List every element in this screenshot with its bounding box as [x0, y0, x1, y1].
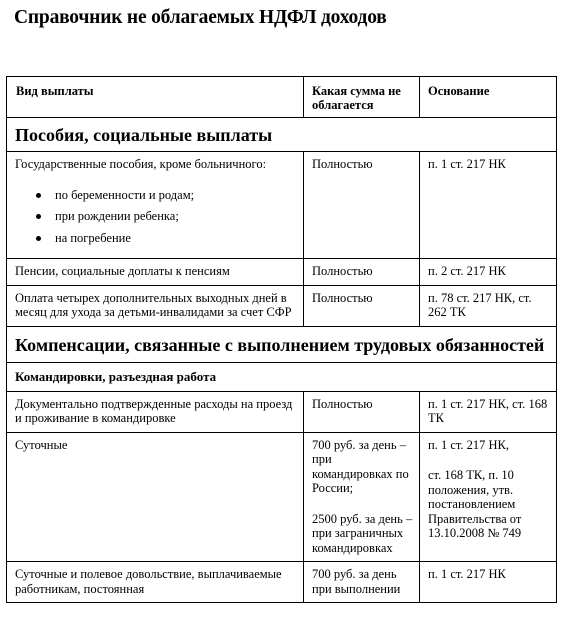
- cell-payment-type: Оплата четырех дополнительных выходных дней в месяц для ухода за детьми-инвалидами за счет СФР: [7, 285, 304, 326]
- header-exempt-amount: Какая сумма не облагается: [304, 77, 420, 118]
- cell-payment-type: Суточные и полевое довольствие, выплачиваемые работникам, постоянная: [7, 562, 304, 603]
- cell-amount: Полностью: [304, 391, 420, 432]
- table-row: [7, 152, 557, 259]
- header-basis: Основание: [420, 77, 557, 118]
- cell-basis: п. 1 ст. 217 НК: [420, 152, 557, 259]
- cell-amount: 700 руб. за день при выполнении: [304, 562, 420, 603]
- table-row: [7, 285, 557, 326]
- income-table: [6, 76, 557, 603]
- cell-basis: п. 78 ст. 217 НК, ст. 262 ТК: [420, 285, 557, 326]
- table-row: [7, 432, 557, 562]
- table-row: [7, 562, 557, 603]
- cell-payment-type: Документально подтвержденные расходы на проезд и проживание в командировке: [7, 391, 304, 432]
- cell-payment-type: Пенсии, социальные доплаты к пенсиям: [7, 259, 304, 286]
- basis-part-2: ст. 168 ТК, п. 10 положения, утв. постановлением Правительства от 13.10.2008 № 749: [428, 468, 522, 540]
- amount-domestic: 700 руб. за день – при командировках по России;: [312, 437, 409, 495]
- header-payment-type: Вид выплаты: [7, 77, 304, 118]
- cell-payment-type: [7, 152, 304, 259]
- subsection-title-business-trips: Командировки, разъездная работа: [7, 362, 557, 391]
- list-item: при рождении ребенка;: [55, 209, 297, 224]
- bullet-list: [15, 188, 297, 246]
- section-title-compensations: Компенсации, связанные с выполнением трудовых обязанностей: [7, 326, 557, 362]
- amount-foreign: 2500 руб. за день – при заграничных командировках: [312, 511, 413, 555]
- list-item: по беременности и родам;: [55, 188, 297, 203]
- payment-type-text: Государственные пособия, кроме больничного:: [15, 157, 267, 171]
- table-row: [7, 259, 557, 286]
- cell-basis: п. 1 ст. 217 НК: [420, 562, 557, 603]
- cell-basis: п. 1 ст. 217 НК, ст. 168 ТК: [420, 391, 557, 432]
- cell-payment-type: Суточные: [7, 432, 304, 562]
- subsection-row: [7, 362, 557, 391]
- page-title: Справочник не облагаемых НДФЛ доходов: [14, 7, 387, 28]
- list-item: на погребение: [55, 231, 297, 246]
- table-row: [7, 391, 557, 432]
- section-row: [7, 326, 557, 362]
- cell-basis: п. 2 ст. 217 НК: [420, 259, 557, 286]
- cell-amount: Полностью: [304, 259, 420, 286]
- basis-part-1: п. 1 ст. 217 НК,: [428, 437, 509, 452]
- cell-basis: [420, 432, 557, 562]
- table-header-row: [7, 77, 557, 118]
- cell-amount: Полностью: [304, 152, 420, 259]
- cell-amount: [304, 432, 420, 562]
- cell-amount: Полностью: [304, 285, 420, 326]
- section-title-benefits: Пособия, социальные выплаты: [7, 118, 557, 152]
- section-row: [7, 118, 557, 152]
